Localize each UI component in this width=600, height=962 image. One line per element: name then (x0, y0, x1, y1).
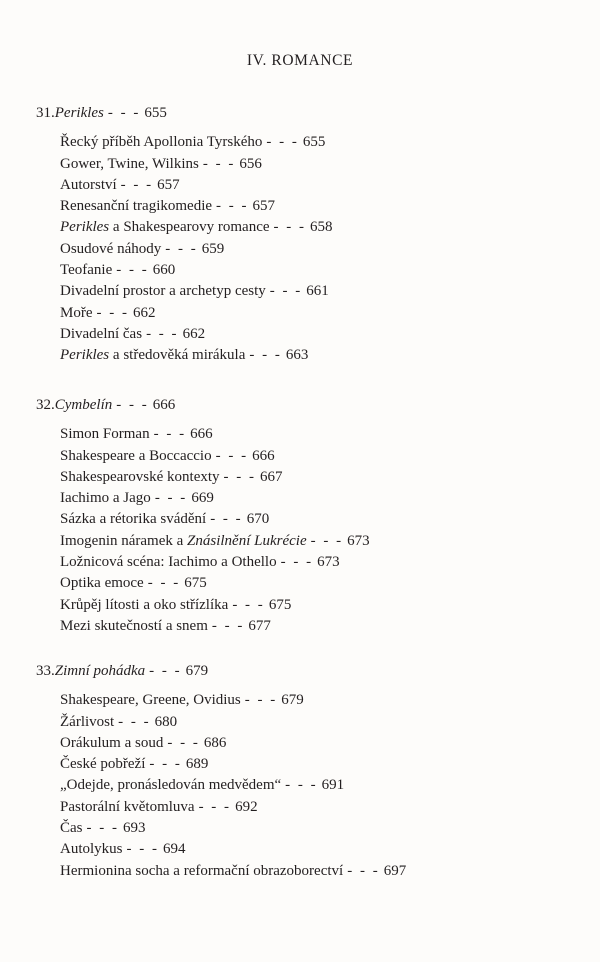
entry-title: Renesanční tragikomedie (60, 198, 213, 215)
leader-dashes: - - - (96, 304, 129, 321)
leader-dashes: - - - (116, 397, 149, 413)
chapter-title: Cymbelín (54, 397, 113, 413)
entry-title: Iachimo a Jago (60, 490, 151, 507)
leader-dashes: - - - (86, 820, 119, 837)
page-number: 655 (302, 134, 326, 151)
entry-title: „Odejde, pronásledován medvědem“ (60, 777, 282, 794)
leader-dashes: - - - (118, 713, 151, 730)
toc-entry (60, 303, 333, 324)
entry-title: Optika emoce (60, 575, 144, 592)
entry-italic-title: Perikles (60, 347, 110, 364)
leader-dashes: - - - (232, 596, 265, 613)
entry-title: Pastorální květomluva (60, 798, 195, 815)
toc-entry (60, 861, 406, 882)
leader-dashes: - - - (146, 325, 179, 342)
leader-dashes: - - - (198, 798, 232, 815)
page-number: 680 (154, 713, 178, 730)
leader-dashes: - - - (347, 862, 380, 879)
entry-title: Divadelní čas (60, 325, 143, 342)
toc-entry (60, 616, 370, 637)
chapter-number: 32. (36, 397, 55, 413)
page-number: 691 (321, 777, 345, 794)
entry-italic-title: Perikles (60, 219, 110, 236)
entry-title: Mezi skutečností a snem (60, 617, 208, 634)
page-number: 657 (157, 176, 180, 193)
entry-title: Shakespeare, Greene, Ovidius (60, 692, 241, 709)
toc-entry (60, 217, 333, 238)
entry-title: Imogenin náramek a (60, 532, 188, 549)
page-number: 659 (201, 240, 225, 257)
page-number: 679 (281, 692, 304, 709)
toc-entry (60, 573, 370, 594)
page-number: 666 (252, 447, 275, 464)
toc-entry (60, 818, 406, 839)
leader-dashes: - - - (167, 734, 200, 751)
leader-dashes: - - - (244, 692, 278, 709)
page-number: 673 (347, 532, 370, 549)
toc-entry (60, 552, 370, 573)
page-number: 656 (239, 155, 262, 172)
chapter-items (60, 690, 406, 882)
page-number: 663 (285, 347, 309, 364)
toc-entry (60, 595, 370, 616)
chapter-heading (36, 103, 333, 124)
toc-entry (60, 196, 333, 217)
page-number: 689 (185, 756, 209, 773)
part-title: IV. ROMANCE (246, 52, 354, 69)
entry-title: Krůpěj lítosti a oko střízlíka (60, 596, 229, 613)
entry-title: Orákulum a soud (60, 734, 164, 751)
entry-title: České pobřeží (60, 756, 146, 773)
page-number: 675 (268, 596, 292, 613)
toc-entry (60, 132, 333, 153)
leader-dashes: - - - (280, 554, 314, 571)
leader-dashes: - - - (223, 468, 257, 485)
leader-dashes: - - - (216, 198, 249, 215)
entry-title: Shakespeare a Boccaccio (60, 447, 212, 464)
leader-dashes: - - - (266, 134, 299, 151)
chapter-block (36, 103, 333, 367)
entry-title: Autorství (60, 176, 117, 193)
page-number: 669 (191, 490, 214, 507)
page-number: 686 (203, 734, 227, 751)
chapter-items (60, 424, 370, 637)
toc-entry (60, 754, 406, 775)
leader-dashes: - - - (210, 511, 243, 528)
page-number: 658 (310, 219, 333, 236)
page-number: 667 (260, 468, 283, 485)
entry-title: Sázka a rétorika svádění (60, 511, 207, 528)
entry-title: a středověká mirákula (109, 347, 246, 364)
chapter-block (36, 395, 370, 637)
entry-italic-title: Znásilnění Lukrécie (187, 532, 307, 549)
toc-entry (60, 345, 333, 366)
leader-dashes: - - - (147, 575, 181, 592)
toc-entry (60, 797, 406, 818)
page-number: 693 (123, 820, 146, 837)
page-number: 694 (163, 841, 186, 858)
entry-title: Divadelní prostor a archetyp cesty (60, 283, 266, 300)
entry-title: Teofanie (60, 262, 113, 279)
leader-dashes: - - - (126, 841, 160, 858)
leader-dashes: - - - (285, 777, 318, 794)
entry-title: Simon Forman (60, 426, 150, 443)
toc-entry (60, 775, 406, 796)
entry-title: Moře (60, 304, 93, 321)
toc-entry (60, 712, 406, 733)
chapter-number: 31. (36, 105, 55, 121)
page-number: 662 (133, 304, 156, 321)
page-number: 670 (246, 511, 270, 528)
chapter-title: Zimní pohádka (54, 663, 146, 679)
page-number: 675 (184, 575, 207, 592)
page-number: 692 (235, 798, 258, 815)
leader-dashes: - - - (120, 176, 154, 193)
leader-dashes: - - - (149, 756, 182, 773)
page-number: 655 (144, 105, 167, 121)
toc-entry (60, 154, 333, 175)
page-number: 679 (185, 663, 209, 679)
entry-title: Řecký příběh Apollonia Tyrského (60, 134, 263, 151)
toc-entry (60, 424, 370, 445)
page-number: 662 (182, 325, 206, 342)
chapter-heading (36, 395, 370, 416)
chapter-block (36, 661, 406, 882)
chapter-heading (36, 661, 406, 682)
entry-title: Hermionina socha a reformační obrazoborectví (60, 862, 344, 879)
chapter-number: 33. (36, 663, 55, 679)
leader-dashes: - - - (211, 617, 245, 634)
page-number: 666 (152, 397, 176, 413)
leader-dashes: - - - (149, 663, 182, 679)
entry-title: Osudové náhody (60, 240, 162, 257)
page-number: 661 (306, 283, 329, 300)
leader-dashes: - - - (116, 262, 149, 279)
toc-entry (60, 488, 370, 509)
leader-dashes: - - - (273, 219, 307, 236)
entry-title: Shakespearovské kontexty (60, 468, 220, 485)
page-number: 666 (190, 426, 213, 443)
chapter-items (60, 132, 333, 366)
leader-dashes: - - - (249, 347, 282, 364)
entry-title: a Shakespearovy romance (109, 219, 270, 236)
toc-entry (60, 467, 370, 488)
toc-entry (60, 281, 333, 302)
toc-entry (60, 446, 370, 467)
leader-dashes: - - - (215, 447, 249, 464)
page-number: 697 (383, 862, 407, 879)
entry-title: Žárlivost (60, 713, 115, 730)
leader-dashes: - - - (165, 240, 198, 257)
toc-entry (60, 175, 333, 196)
leader-dashes: - - - (154, 490, 188, 507)
entry-title: Autolykus (60, 841, 123, 858)
toc-entry (60, 839, 406, 860)
page-number: 657 (252, 198, 276, 215)
toc-entry (60, 690, 406, 711)
chapter-title: Perikles (54, 105, 104, 121)
toc-entry (60, 509, 370, 530)
leader-dashes: - - - (269, 283, 303, 300)
toc-entry (60, 324, 333, 345)
toc-entry (60, 733, 406, 754)
toc-entry (60, 260, 333, 281)
leader-dashes: - - - (310, 532, 344, 549)
page-number: 673 (317, 554, 340, 571)
leader-dashes: - - - (107, 105, 141, 121)
toc-entry (60, 239, 333, 260)
toc-entry (60, 531, 370, 552)
entry-title: Ložnicová scéna: Iachimo a Othello (60, 554, 277, 571)
page-number: 660 (152, 262, 176, 279)
leader-dashes: - - - (202, 155, 236, 172)
leader-dashes: - - - (153, 426, 187, 443)
page-number: 677 (248, 617, 271, 634)
entry-title: Gower, Twine, Wilkins (60, 155, 199, 172)
entry-title: Čas (60, 820, 83, 837)
